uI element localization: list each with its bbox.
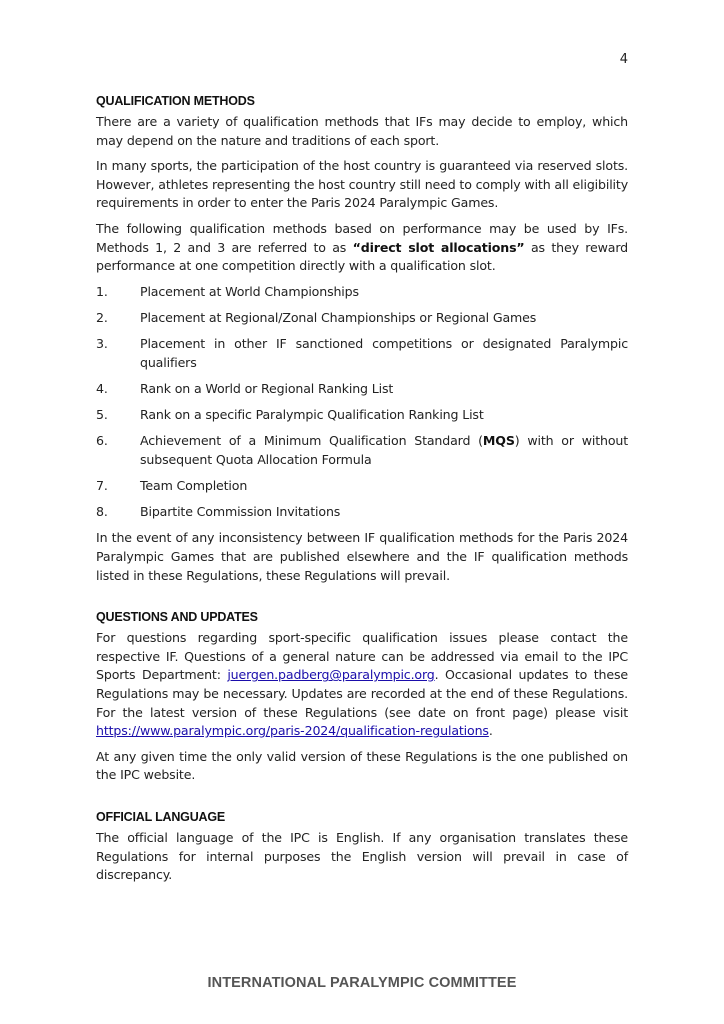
qualification-methods-list [96, 283, 628, 522]
method-number: 6. [96, 433, 108, 449]
qualification-para-1: There are a variety of qualification methods that IFs may decide to employ, which may depend on the nature and traditions of each sport. [96, 114, 628, 148]
heading-questions-updates: QUESTIONS AND UPDATES [96, 610, 258, 625]
method-number: 4. [96, 380, 108, 396]
method-text: Placement at World Championships [140, 283, 359, 299]
method-text: Rank on a specific Paralympic Qualification Ranking List [140, 407, 484, 423]
method-item [96, 406, 628, 425]
questions-para-2: At any given time the only valid version of these Regulations is the one published on the IPC website. [96, 748, 628, 783]
method-item [96, 503, 628, 522]
method-number: 2. [96, 309, 108, 325]
method-text-post: ) with or without subsequent Quota Allocation Formula [140, 433, 628, 467]
method-item [96, 335, 628, 372]
regulations-url-link[interactable]: https://www.paralympic.org/paris-2024/qualification-regulations [96, 723, 489, 739]
method-text: Placement at Regional/Zonal Championships or Regional Games [140, 309, 537, 325]
method-item [96, 432, 628, 469]
questions-text-c: . [488, 723, 493, 739]
method-number: 7. [96, 478, 108, 494]
direct-slot-allocations: “direct slot allocations” [352, 239, 525, 255]
language-para-1: The official language of the IPC is English. If any organisation translates these Regulations for internal purposes the English version will prevail in case of discrepancy. [96, 829, 628, 883]
method-number: 8. [96, 504, 108, 520]
method-text: Placement in other IF sanctioned competitions or designated Paralympic qualifiers [140, 336, 628, 370]
method-item [96, 309, 628, 328]
page-number: 4 [619, 52, 628, 67]
qualification-para-2: In many sports, the participation of the host country is guaranteed via reserved slots. However, athletes representing the host country still need to comply with all eligibility requirements in order to enter the Paris 2024 Paralympic Games. [96, 158, 628, 211]
method-item [96, 477, 628, 496]
mqs-abbrev: MQS [482, 433, 515, 449]
email-link[interactable]: juergen.padberg@paralympic.org [227, 667, 435, 683]
method-number: 3. [96, 336, 108, 352]
questions-text-b: . Occasional updates to these Regulations may be necessary. Updates are recorded at the end of these Regulations. For the latest version of these Regulations (see date on front page) please visit [96, 667, 628, 720]
method-number: 1. [96, 283, 108, 299]
section-official-language [96, 810, 628, 885]
method-text: Team Completion [140, 478, 248, 494]
method-text: Bipartite Commission Invitations [140, 504, 341, 520]
heading-official-language: OFFICIAL LANGUAGE [96, 809, 226, 824]
questions-para-1 [96, 629, 628, 741]
method-item [96, 380, 628, 399]
method-item [96, 283, 628, 302]
method-number: 5. [96, 407, 108, 423]
section-questions-updates [96, 610, 628, 785]
heading-qualification-methods: QUALIFICATION METHODS [96, 94, 255, 108]
section-qualification-methods [96, 94, 628, 585]
qualification-para-3 [96, 220, 628, 276]
questions-text-a: For questions regarding sport-specific qualification issues please contact the respective IF. Questions of a general nature can be addressed via email to the IPC Sports Department: [96, 630, 628, 683]
para3-post: as they reward performance at one competition directly with a qualification slot. [96, 239, 629, 274]
qualification-para-4: In the event of any inconsistency between IF qualification methods for the Paris 2024 Paralympic Games that are published elsewhere and the IF qualification methods listed in these Regulations, these Regulations will prevail. [96, 530, 628, 583]
method-text-pre: Achievement of a Minimum Qualification Standard ( [140, 433, 483, 449]
footer-organisation: INTERNATIONAL PARALYMPIC COMMITTEE [207, 975, 517, 991]
method-text: Rank on a World or Regional Ranking List [140, 380, 394, 396]
page-content [96, 94, 628, 885]
para3-pre: The following qualification methods based on performance may be used by IFs. Methods 1, 2 and 3 are referred to as [96, 220, 628, 255]
